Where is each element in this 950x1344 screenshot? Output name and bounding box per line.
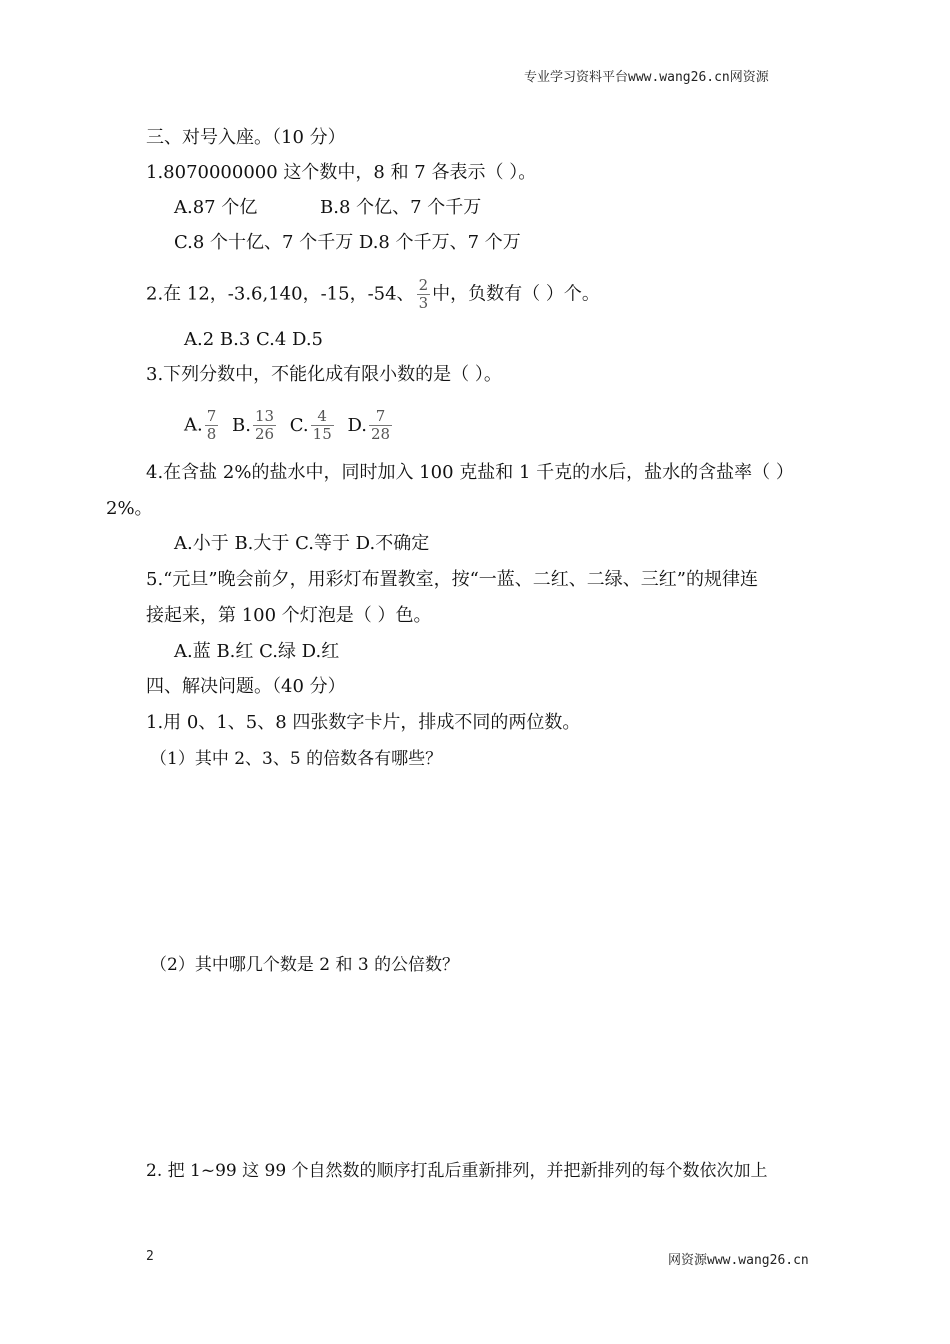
page-number: 2: [146, 1249, 154, 1264]
q3-option-c-fraction: [311, 408, 334, 443]
q3-stem: 3.下列分数中，不能化成有限小数的是（ ）。: [146, 364, 502, 385]
problem-1-part-2: （2）其中哪几个数是 2 和 3 的公倍数？: [150, 955, 460, 975]
q5-options: A.蓝 B.红 C.绿 D.红: [174, 641, 340, 662]
fraction-numerator: 7: [206, 407, 217, 425]
q3-option-a-label: A.: [184, 414, 203, 436]
problem-1: 1.用 0、1、5、8 四张数字卡片，排成不同的两位数。: [146, 712, 581, 733]
fraction-numerator: 13: [254, 407, 275, 425]
q3-options: [184, 408, 394, 443]
page-header: 专业学习资料平台www.wang26.cn网资源: [524, 70, 769, 85]
problem-2: 2. 把 1~99 这 99 个自然数的顺序打乱后重新排列，并把新排列的每个数依次加上: [146, 1161, 768, 1181]
q1-option-a: A.87 个亿: [174, 197, 258, 218]
q3-option-b-fraction: [253, 408, 276, 443]
q2-options: A.2 B.3 C.4 D.5: [184, 329, 324, 350]
section-3-title: 三、对号入座。（10 分）: [146, 127, 346, 148]
fraction-numerator: 4: [311, 408, 334, 426]
q5-line-1: 5.“元旦”晚会前夕，用彩灯布置教室，按“一蓝、二红、二绿、三红”的规律连: [146, 569, 758, 590]
problem-1-part-1: （1）其中 2、3、5 的倍数各有哪些？: [150, 749, 443, 769]
q2-fraction: [417, 277, 431, 312]
q4-options: A.小于 B.大于 C.等于 D.不确定: [174, 533, 430, 554]
fraction-denominator: 8: [206, 425, 217, 443]
q2-stem-prefix: 2.在 12，-3.6,140，-15，-54、: [146, 283, 415, 305]
q3-option-d-label: D.: [347, 414, 367, 436]
q3-option-a-fraction: [205, 408, 219, 443]
q4-line-2: 2%。: [106, 498, 153, 519]
footer-site: 网资源www.wang26.cn: [668, 1253, 809, 1268]
fraction-numerator: 2: [418, 276, 429, 294]
q3-option-b-label: B.: [232, 414, 251, 436]
fraction-denominator: 26: [254, 425, 275, 443]
fraction-numerator: 7: [369, 408, 392, 426]
q3-option-c-label: C.: [289, 414, 309, 436]
fraction-denominator: 3: [418, 294, 429, 312]
q2-stem: [146, 277, 600, 312]
q4-line-1: 4.在含盐 2%的盐水中，同时加入 100 克盐和 1 千克的水后，盐水的含盐率（ ）: [146, 462, 794, 483]
q1-options-cd: C.8 个十亿、7 个千万 D.8 个千万、7 个万: [174, 232, 521, 253]
q2-stem-suffix: 中，负数有（ ）个。: [432, 283, 600, 305]
q3-option-d-fraction: [369, 408, 392, 443]
q1-option-b: B.8 个亿、7 个千万: [320, 197, 482, 218]
fraction-denominator: 15: [312, 425, 332, 443]
q5-line-2: 接起来，第 100 个灯泡是（ ）色。: [146, 605, 432, 626]
section-4-title: 四、解决问题。（40 分）: [146, 676, 346, 697]
fraction-denominator: 28: [371, 425, 391, 443]
q1-stem: 1.8070000000 这个数中，8 和 7 各表示（ ）。: [146, 162, 537, 183]
